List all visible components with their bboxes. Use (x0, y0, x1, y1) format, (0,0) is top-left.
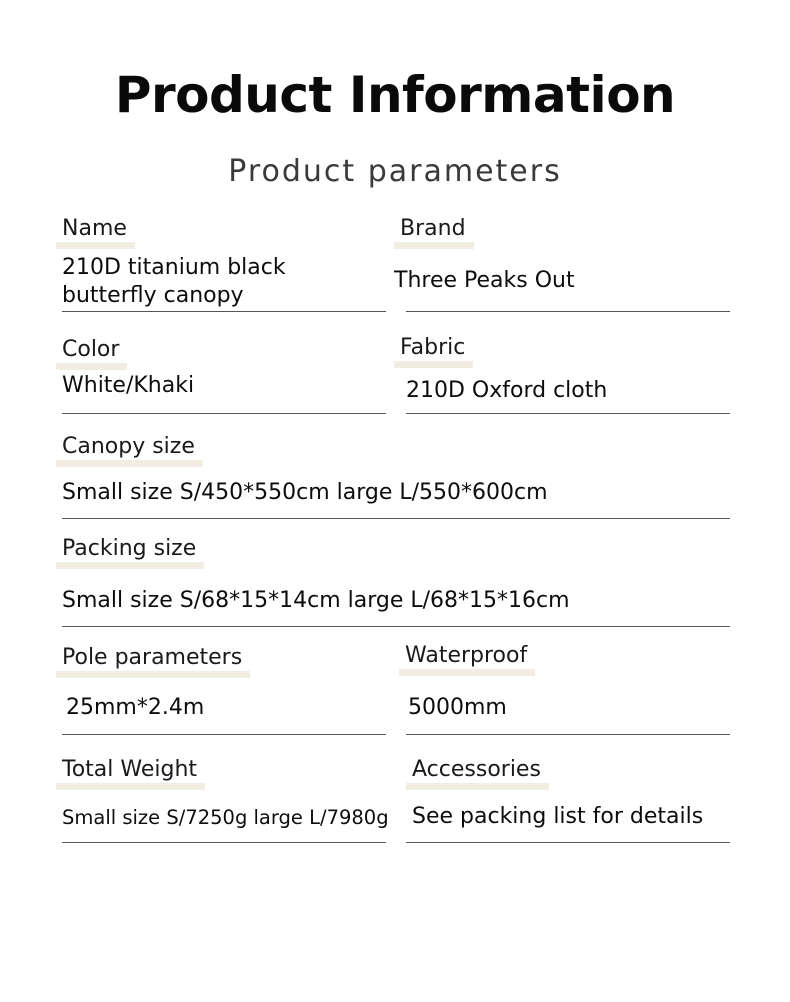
accessories-label: Accessories (412, 757, 541, 782)
waterproof-label: Waterproof (405, 643, 528, 668)
name-divider (62, 311, 386, 312)
packing-size-value: Small size S/68*15*14cm large L/68*15*16cm (62, 588, 570, 613)
fabric-value: 210D Oxford cloth (406, 378, 608, 403)
fabric-label: Fabric (400, 335, 466, 360)
pole-parameters-divider (62, 734, 386, 735)
name-label: Name (62, 216, 127, 241)
accessories-divider (406, 842, 730, 843)
brand-value: Three Peaks Out (394, 268, 575, 293)
pole-parameters-value: 25mm*2.4m (66, 695, 205, 720)
total-weight-divider (62, 842, 386, 843)
name-value: 210D titanium black butterfly canopy (62, 255, 286, 308)
page-title: Product Information (114, 66, 676, 124)
packing-size-label: Packing size (62, 536, 197, 561)
brand-label: Brand (400, 216, 466, 241)
color-value: White/Khaki (62, 373, 195, 398)
fabric-divider (406, 413, 730, 414)
waterproof-value: 5000mm (408, 695, 507, 720)
brand-divider (406, 311, 730, 312)
canopy-size-value: Small size S/450*550cm large L/550*600cm (62, 480, 548, 505)
canopy-size-divider (62, 518, 730, 519)
accessories-value: See packing list for details (412, 804, 704, 829)
waterproof-divider (406, 734, 730, 735)
pole-parameters-label: Pole parameters (62, 645, 243, 670)
total-weight-value: Small size S/7250g large L/7980g (62, 806, 389, 829)
color-divider (62, 413, 386, 414)
packing-size-divider (62, 626, 730, 627)
total-weight-label: Total Weight (62, 757, 198, 782)
page-subtitle: Product parameters (228, 154, 562, 189)
color-label: Color (62, 337, 120, 362)
canopy-size-label: Canopy size (62, 434, 195, 459)
